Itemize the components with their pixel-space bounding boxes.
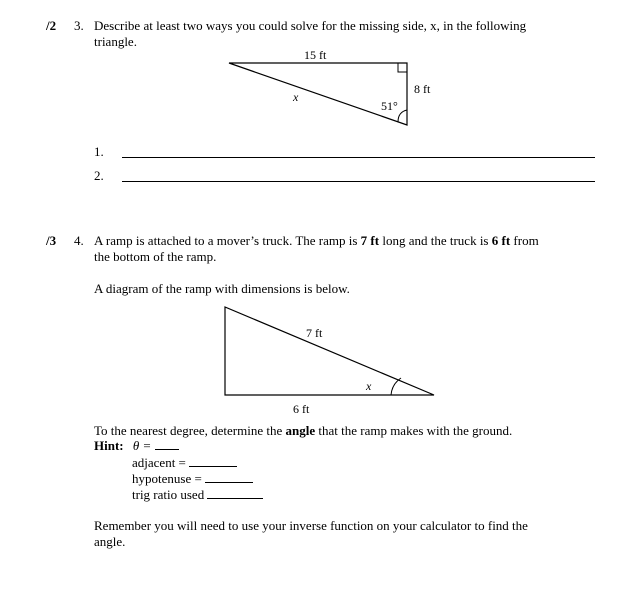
q4-triangle [225, 307, 434, 395]
q4-prompt-line2: the bottom of the ramp. [94, 249, 217, 264]
q4-text-a: A ramp is attached to a mover’s truck. The ramp is [94, 233, 361, 248]
q3-answer-label-1: 1. [94, 144, 104, 159]
q4-diagram-intro: A diagram of the ramp with dimensions is below. [94, 281, 350, 296]
q3-number: 3. [74, 18, 84, 33]
q3-prompt-line2: triangle. [94, 34, 137, 49]
q3-right-label: 8 ft [414, 82, 431, 96]
q3-top-label: 15 ft [304, 48, 327, 62]
q4-reminder-line1: Remember you will need to use your inverse function on your calculator to find the [94, 518, 528, 533]
q4-text-d: 6 ft [491, 233, 511, 248]
q4-hypotenuse-label: hypotenuse = [132, 471, 202, 486]
q4-text-e: from [510, 233, 539, 248]
q4-instr-c: that the ramp makes with the ground. [315, 423, 513, 438]
q4-text-b: 7 ft [360, 233, 380, 248]
q4-angle-label: x [366, 379, 372, 393]
q4-hint-label: Hint: [94, 438, 124, 453]
q4-hint-theta: θ = [132, 438, 152, 453]
q4-adjacent-label: adjacent = [132, 455, 186, 470]
q4-text-c: long and the truck is [379, 233, 492, 248]
q4-marks: /3 [46, 233, 57, 248]
q3-hyp-label: x [293, 90, 299, 104]
q4-bottom-label: 6 ft [293, 402, 310, 416]
q4-trig-blank[interactable] [207, 498, 263, 499]
q4-hint-theta-blank[interactable] [155, 449, 179, 450]
q4-trig-label: trig ratio used [132, 487, 205, 502]
q4-number: 4. [74, 233, 84, 248]
q4-instruction [94, 423, 512, 439]
q4-instr-a: To the nearest degree, determine the [94, 423, 286, 438]
q4-adjacent-blank[interactable] [189, 466, 237, 467]
q4-trig-row [132, 487, 263, 503]
q3-answer-label-2: 2. [94, 168, 104, 183]
q4-reminder-line2: angle. [94, 534, 126, 549]
q3-prompt-line1: Describe at least two ways you could solve for the missing side, x, in the following [94, 18, 527, 33]
q4-hint-row [94, 438, 179, 454]
q4-hyp-label: 7 ft [306, 326, 323, 340]
q3-marks: /2 [46, 18, 57, 33]
q4-adjacent-row [132, 455, 237, 471]
q4-hypotenuse-row [132, 471, 253, 487]
q3-angle-label: 51° [381, 99, 398, 113]
q4-hypotenuse-blank[interactable] [205, 482, 253, 483]
q4-instr-b: angle [285, 423, 316, 438]
